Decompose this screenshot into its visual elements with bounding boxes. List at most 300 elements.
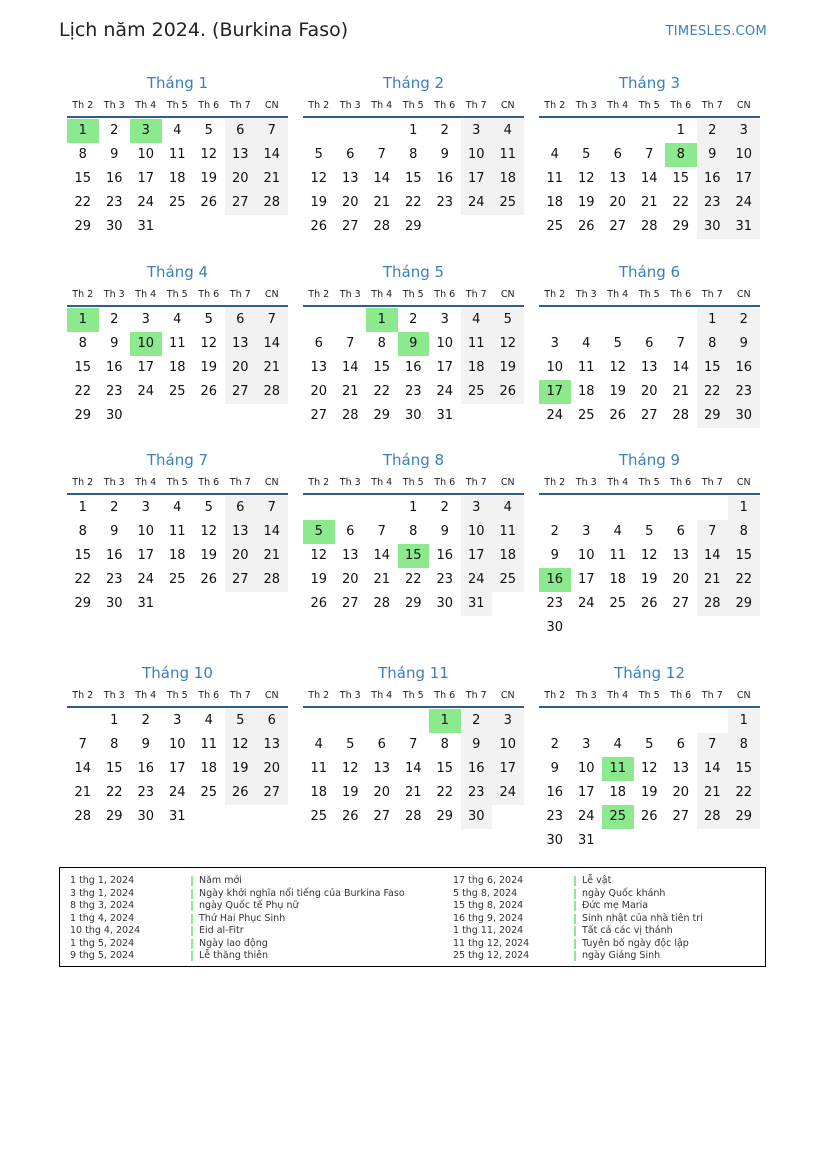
day-cell: 10 (546, 360, 564, 375)
day-cell: 23 (546, 596, 564, 611)
day-cell: 1 (110, 713, 119, 728)
day-cell: 31 (137, 596, 155, 611)
day-cell: 23 (137, 785, 155, 800)
month-calendar (303, 449, 524, 616)
empty-cell (697, 709, 729, 733)
day-cell: 9 (110, 336, 119, 351)
day-cell: 9 (550, 761, 559, 776)
day-cell: 7 (256, 119, 288, 143)
empty-cell (398, 709, 430, 733)
day-cell: 13 (672, 548, 690, 563)
day-cell: 7 (697, 520, 729, 544)
day-cell: 23 (697, 191, 729, 215)
weekday-label: Th 6 (198, 99, 220, 111)
empty-cell (602, 119, 634, 143)
empty-cell (366, 496, 398, 520)
legend-marker (574, 901, 576, 911)
weekday-label: Th 5 (402, 476, 424, 488)
legend-date: 1 thg 11, 2024 (453, 925, 524, 936)
day-cell: 12 (200, 524, 218, 539)
day-cell: 28 (373, 219, 391, 234)
day-cell: 15 (697, 356, 729, 380)
legend-holiday-name: Lễ thăng thiên (199, 950, 269, 961)
day-cell: 30 (697, 215, 729, 239)
day-cell: 28 (256, 191, 288, 215)
day-cell: 19 (640, 785, 658, 800)
weekday-label: Th 2 (544, 99, 566, 111)
weekday-label: Th 4 (135, 476, 157, 488)
day-cell: 27 (225, 568, 257, 592)
day-cell: 21 (256, 167, 288, 191)
day-cell: 20 (640, 384, 658, 399)
day-cell: 15 (436, 761, 454, 776)
weekday-label: Th 6 (434, 476, 456, 488)
legend-holiday-name: ngày Quốc tế Phụ nữ (199, 900, 299, 911)
weekday-label: CN (500, 288, 515, 300)
legend-holiday-name: Ngày khởi nghĩa nổi tiếng của Burkina Faso (199, 887, 405, 899)
month-name: Tháng 11 (378, 664, 449, 682)
month-name: Tháng 2 (382, 74, 445, 92)
day-cell: 18 (310, 785, 328, 800)
day-cell: 24 (546, 408, 564, 423)
day-cell: 14 (74, 761, 92, 776)
day-cell: 29 (436, 809, 454, 824)
day-cell: 1 (697, 308, 729, 332)
month-name: Tháng 4 (146, 263, 209, 281)
day-cell: 17 (137, 171, 155, 186)
day-cell: 19 (225, 757, 257, 781)
day-cell: 1 (409, 123, 418, 138)
day-cell: 21 (341, 384, 359, 399)
day-cell: 11 (310, 761, 328, 776)
day-cell: 11 (168, 147, 186, 162)
day-cell: 11 (546, 171, 564, 186)
day-cell: 9 (697, 143, 729, 167)
empty-cell (634, 709, 666, 733)
day-cell: 26 (200, 384, 218, 399)
legend-marker (574, 876, 576, 886)
day-cell: 18 (168, 360, 186, 375)
day-cell: 22 (74, 195, 92, 210)
day-cell: 28 (256, 380, 288, 404)
day-cell: 9 (440, 524, 449, 539)
day-cell: 31 (137, 219, 155, 234)
day-grid (539, 308, 760, 428)
weekday-label: Th 3 (575, 476, 597, 488)
day-cell: 16 (436, 548, 454, 563)
day-cell: 13 (310, 360, 328, 375)
day-cell: 17 (728, 167, 760, 191)
day-cell: 27 (672, 809, 690, 824)
holiday-day-cell: 1 (67, 308, 99, 332)
legend-holiday-name: Tuyên bố ngày độc lập (582, 937, 689, 949)
day-cell: 18 (168, 548, 186, 563)
day-cell: 28 (697, 805, 729, 829)
legend-marker (191, 889, 193, 899)
day-cell: 26 (310, 596, 328, 611)
weekday-label: Th 4 (371, 476, 393, 488)
day-cell: 9 (461, 733, 493, 757)
empty-cell (335, 496, 367, 520)
day-cell: 2 (110, 500, 119, 515)
day-grid (67, 496, 288, 616)
legend-date: 5 thg 8, 2024 (453, 887, 518, 899)
day-cell: 2 (697, 119, 729, 143)
day-cell: 2 (110, 312, 119, 327)
day-cell: 29 (74, 219, 92, 234)
day-cell: 15 (74, 548, 92, 563)
weekday-label: Th 2 (308, 689, 330, 701)
day-cell: 5 (645, 524, 654, 539)
page-title: Lịch năm 2024. (Burkina Faso) (59, 19, 349, 41)
empty-cell (303, 709, 335, 733)
holiday-day-cell: 16 (539, 568, 571, 592)
day-grid (303, 709, 524, 829)
day-cell: 11 (492, 143, 524, 167)
day-cell: 24 (492, 781, 524, 805)
empty-cell (366, 119, 398, 143)
day-cell: 3 (492, 709, 524, 733)
day-cell: 14 (697, 757, 729, 781)
weekday-label: Th 4 (135, 689, 157, 701)
day-cell: 16 (461, 757, 493, 781)
day-cell: 7 (256, 496, 288, 520)
day-cell: 7 (346, 336, 355, 351)
holiday-day-cell: 1 (429, 709, 461, 733)
weekday-label: Th 6 (434, 689, 456, 701)
day-cell: 14 (697, 544, 729, 568)
day-cell: 7 (377, 524, 386, 539)
day-cell: 14 (256, 520, 288, 544)
day-cell: 23 (546, 809, 564, 824)
day-cell: 21 (373, 572, 391, 587)
day-grid (67, 308, 288, 428)
day-cell: 19 (200, 548, 218, 563)
day-cell: 20 (225, 167, 257, 191)
day-cell: 26 (577, 219, 595, 234)
day-cell: 1 (728, 709, 760, 733)
day-cell: 7 (377, 147, 386, 162)
empty-cell (335, 709, 367, 733)
day-cell: 24 (137, 195, 155, 210)
weekday-label: Th 4 (607, 288, 629, 300)
legend-holiday-name: Lễ vật (582, 875, 612, 886)
day-cell: 19 (492, 356, 524, 380)
day-cell: 5 (204, 123, 213, 138)
day-cell: 11 (609, 548, 627, 563)
day-cell: 31 (577, 833, 595, 848)
day-cell: 30 (546, 833, 564, 848)
day-grid (539, 119, 760, 239)
month-name: Tháng 1 (146, 74, 209, 92)
day-cell: 9 (550, 548, 559, 563)
weekday-label: Th 5 (402, 288, 424, 300)
day-cell: 11 (200, 737, 218, 752)
weekday-header (67, 94, 288, 118)
day-cell: 2 (409, 312, 418, 327)
weekday-label: Th 7 (465, 288, 487, 300)
day-cell: 6 (613, 147, 622, 162)
legend-marker (191, 926, 193, 936)
day-cell: 20 (373, 785, 391, 800)
weekday-label: Th 6 (670, 288, 692, 300)
day-cell: 29 (404, 219, 422, 234)
day-cell: 10 (492, 733, 524, 757)
day-cell: 17 (577, 572, 595, 587)
empty-cell (634, 119, 666, 143)
day-cell: 26 (341, 809, 359, 824)
weekday-label: Th 3 (103, 476, 125, 488)
empty-cell (335, 308, 367, 332)
month-name: Tháng 8 (382, 451, 445, 469)
day-cell: 19 (200, 360, 218, 375)
weekday-label: Th 2 (72, 689, 94, 701)
empty-cell (634, 308, 666, 332)
day-cell: 6 (346, 147, 355, 162)
weekday-label: Th 6 (670, 689, 692, 701)
day-cell: 30 (105, 408, 123, 423)
empty-cell (665, 496, 697, 520)
day-cell: 3 (173, 713, 182, 728)
day-cell: 25 (577, 408, 595, 423)
weekday-header (67, 471, 288, 495)
day-cell: 10 (436, 336, 454, 351)
day-cell: 29 (404, 596, 422, 611)
day-cell: 30 (137, 809, 155, 824)
weekday-label: CN (264, 288, 279, 300)
weekday-label: Th 2 (544, 476, 566, 488)
day-cell: 30 (728, 404, 760, 428)
day-cell: 9 (440, 147, 449, 162)
day-cell: 18 (609, 572, 627, 587)
day-cell: 17 (137, 360, 155, 375)
day-cell: 27 (640, 408, 658, 423)
day-cell: 13 (341, 548, 359, 563)
day-cell: 25 (461, 380, 493, 404)
day-cell: 3 (728, 119, 760, 143)
legend-holiday-name: ngày Giáng Sinh (582, 950, 661, 961)
day-cell: 16 (105, 360, 123, 375)
weekday-label: Th 6 (670, 476, 692, 488)
legend-holiday-name: Tất cả các vị thánh (582, 925, 673, 936)
day-cell: 18 (492, 167, 524, 191)
day-cell: 20 (310, 384, 328, 399)
month-name: Tháng 5 (382, 263, 445, 281)
day-cell: 20 (256, 757, 288, 781)
day-cell: 6 (314, 336, 323, 351)
day-cell: 26 (609, 408, 627, 423)
empty-cell (539, 119, 571, 143)
weekday-header (539, 684, 760, 708)
day-cell: 6 (225, 119, 257, 143)
day-cell: 13 (640, 360, 658, 375)
day-cell: 21 (256, 356, 288, 380)
weekday-header (539, 94, 760, 118)
day-cell: 11 (168, 336, 186, 351)
day-cell: 18 (200, 761, 218, 776)
day-cell: 14 (373, 171, 391, 186)
empty-cell (335, 119, 367, 143)
day-cell: 29 (672, 219, 690, 234)
day-cell: 12 (640, 548, 658, 563)
day-cell: 17 (137, 548, 155, 563)
day-cell: 8 (728, 520, 760, 544)
legend-date: 11 thg 12, 2024 (453, 937, 530, 949)
weekday-label: Th 5 (638, 476, 660, 488)
day-cell: 6 (676, 737, 685, 752)
weekday-label: Th 2 (308, 288, 330, 300)
holiday-day-cell: 25 (602, 805, 634, 829)
brand-link[interactable]: TIMESLES.COM (665, 24, 767, 39)
weekday-label: CN (736, 288, 751, 300)
weekday-header (539, 283, 760, 307)
day-cell: 23 (404, 384, 422, 399)
weekday-label: Th 7 (229, 689, 251, 701)
day-cell: 17 (461, 544, 493, 568)
weekday-label: Th 5 (638, 288, 660, 300)
day-cell: 25 (168, 384, 186, 399)
holiday-legend (59, 867, 766, 967)
day-cell: 27 (225, 380, 257, 404)
day-cell: 12 (341, 761, 359, 776)
day-cell: 25 (168, 572, 186, 587)
weekday-label: Th 6 (670, 99, 692, 111)
day-cell: 7 (78, 737, 87, 752)
weekday-label: Th 2 (72, 288, 94, 300)
day-cell: 17 (168, 761, 186, 776)
day-cell: 25 (609, 596, 627, 611)
holiday-day-cell: 10 (130, 332, 162, 356)
day-cell: 18 (609, 785, 627, 800)
day-grid (539, 496, 760, 640)
day-cell: 11 (492, 520, 524, 544)
day-cell: 10 (168, 737, 186, 752)
weekday-label: Th 3 (103, 99, 125, 111)
day-grid (539, 709, 760, 853)
empty-cell (539, 308, 571, 332)
weekday-label: Th 5 (166, 288, 188, 300)
holiday-day-cell: 17 (539, 380, 571, 404)
empty-cell (634, 496, 666, 520)
legend-date: 16 thg 9, 2024 (453, 912, 524, 924)
empty-cell (665, 709, 697, 733)
day-cell: 26 (310, 219, 328, 234)
day-cell: 14 (373, 548, 391, 563)
day-cell: 14 (256, 332, 288, 356)
day-cell: 8 (728, 733, 760, 757)
day-cell: 23 (436, 195, 454, 210)
month-calendar (67, 449, 288, 616)
day-cell: 14 (640, 171, 658, 186)
day-cell: 20 (672, 785, 690, 800)
day-cell: 30 (546, 620, 564, 635)
weekday-label: Th 7 (701, 476, 723, 488)
day-cell: 2 (141, 713, 150, 728)
weekday-label: Th 3 (103, 288, 125, 300)
day-cell: 13 (225, 332, 257, 356)
weekday-label: Th 5 (166, 99, 188, 111)
day-cell: 3 (582, 524, 591, 539)
day-cell: 2 (728, 308, 760, 332)
day-cell: 19 (577, 195, 595, 210)
day-cell: 10 (728, 143, 760, 167)
day-cell: 3 (141, 312, 150, 327)
day-cell: 19 (341, 785, 359, 800)
day-cell: 13 (373, 761, 391, 776)
day-cell: 24 (728, 191, 760, 215)
weekday-label: CN (736, 99, 751, 111)
weekday-label: Th 4 (607, 99, 629, 111)
day-cell: 2 (461, 709, 493, 733)
day-cell: 8 (697, 332, 729, 356)
day-cell: 11 (168, 524, 186, 539)
day-cell: 13 (225, 520, 257, 544)
day-cell: 10 (137, 147, 155, 162)
day-cell: 15 (74, 171, 92, 186)
legend-holiday-name: Thứ Hai Phục Sinh (199, 912, 286, 924)
day-cell: 29 (74, 596, 92, 611)
legend-marker (574, 889, 576, 899)
day-cell: 25 (492, 568, 524, 592)
day-cell: 24 (461, 191, 493, 215)
day-cell: 13 (672, 761, 690, 776)
weekday-label: CN (736, 476, 751, 488)
day-cell: 4 (582, 336, 591, 351)
day-cell: 1 (728, 496, 760, 520)
weekday-label: CN (500, 99, 515, 111)
day-cell: 22 (672, 195, 690, 210)
day-cell: 31 (168, 809, 186, 824)
day-cell: 3 (440, 312, 449, 327)
legend-marker (191, 939, 193, 949)
weekday-header (303, 283, 524, 307)
weekday-label: Th 5 (402, 689, 424, 701)
weekday-label: Th 7 (229, 99, 251, 111)
day-cell: 27 (225, 191, 257, 215)
legend-holiday-name: Năm mới (199, 875, 242, 886)
day-cell: 14 (404, 761, 422, 776)
day-cell: 8 (78, 336, 87, 351)
empty-cell (539, 709, 571, 733)
weekday-label: Th 3 (575, 288, 597, 300)
weekday-label: Th 5 (166, 689, 188, 701)
day-cell: 5 (346, 737, 355, 752)
day-cell: 27 (373, 809, 391, 824)
day-cell: 13 (341, 171, 359, 186)
weekday-label: Th 6 (434, 99, 456, 111)
day-cell: 6 (256, 709, 288, 733)
day-cell: 2 (440, 123, 449, 138)
month-name: Tháng 10 (142, 664, 213, 682)
day-cell: 5 (204, 500, 213, 515)
day-cell: 2 (550, 737, 559, 752)
weekday-label: Th 7 (229, 288, 251, 300)
day-cell: 30 (105, 596, 123, 611)
day-cell: 28 (672, 408, 690, 423)
day-cell: 22 (404, 572, 422, 587)
day-cell: 28 (640, 219, 658, 234)
day-cell: 12 (225, 733, 257, 757)
month-calendar (539, 662, 760, 853)
day-cell: 13 (225, 143, 257, 167)
day-cell: 5 (492, 308, 524, 332)
day-cell: 18 (492, 544, 524, 568)
legend-date: 15 thg 8, 2024 (453, 900, 524, 911)
day-cell: 6 (676, 524, 685, 539)
weekday-label: Th 3 (339, 476, 361, 488)
legend-holiday-name: Đức mẹ Maria (582, 900, 649, 911)
day-cell: 21 (697, 781, 729, 805)
